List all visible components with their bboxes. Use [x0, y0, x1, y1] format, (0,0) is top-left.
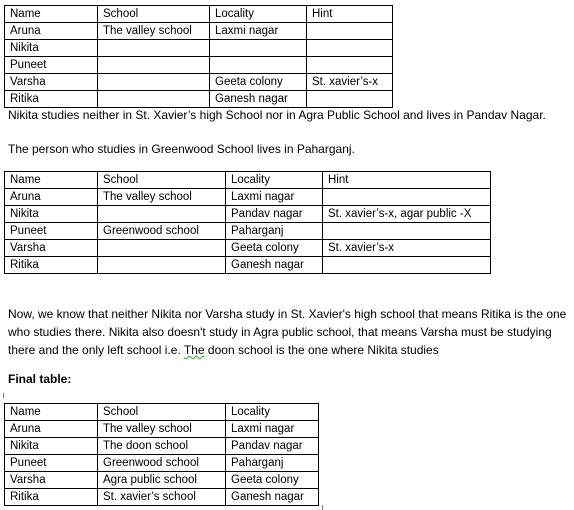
- table1-cell: Nikita: [5, 40, 98, 57]
- table2-cell: [98, 257, 226, 274]
- clue-paragraph-greenwood: The person who studies in Greenwood School lives in Paharganj.: [8, 142, 355, 156]
- table2-row: [5, 206, 491, 223]
- table3-row: [5, 438, 319, 455]
- table2-cell: [323, 189, 491, 206]
- table1-cell: [210, 57, 307, 74]
- table1-header-row: [5, 6, 393, 23]
- table3-header-cell: School: [98, 404, 226, 421]
- table1-cell: [98, 40, 210, 57]
- table1-cell: Puneet: [5, 57, 98, 74]
- table3-row: [5, 421, 319, 438]
- table3-cell: Pandav nagar: [226, 438, 319, 455]
- table2-row: [5, 223, 491, 240]
- table1-cell: Varsha: [5, 74, 98, 91]
- table2-cell: Nikita: [5, 206, 98, 223]
- table2-cell: Varsha: [5, 240, 98, 257]
- table3-cell: Nikita: [5, 438, 98, 455]
- table1-cell: Aruna: [5, 23, 98, 40]
- clue-paragraph-nikita: Nikita studies neither in St. Xavier’s high School nor in Agra Public School and lives in Pandav Nagar.: [8, 108, 546, 122]
- table1-cell: [210, 40, 307, 57]
- table3-cell: Aruna: [5, 421, 98, 438]
- table2-cell: [323, 223, 491, 240]
- clue-table-initial: [4, 5, 393, 108]
- spellcheck-flagged-word: The: [183, 343, 205, 357]
- table2-header-cell: Hint: [323, 172, 491, 189]
- table2-header-cell: Locality: [226, 172, 323, 189]
- table2-cell: St. xavier’s-x, agar public -X: [323, 206, 491, 223]
- table3-cell: Ganesh nagar: [226, 489, 319, 506]
- table2-cell: Laxmi nagar: [226, 189, 323, 206]
- table2-cell: Puneet: [5, 223, 98, 240]
- table1-row: [5, 91, 393, 108]
- table1-cell: [307, 57, 393, 74]
- deduction-text: Now, we know that neither Nikita nor Varsha study in St. Xavier's high school that means Ritika is the one who studies there. Nikita also doesn't study in Agra public school, that means Varsha must be studying there and the only left school i.e.: [8, 307, 567, 357]
- table2-cell: Greenwood school: [98, 223, 226, 240]
- table1-cell: [307, 23, 393, 40]
- table2-row: [5, 257, 491, 274]
- table2-cell: Ganesh nagar: [226, 257, 323, 274]
- table3-cell: Varsha: [5, 472, 98, 489]
- table2-cell: [98, 240, 226, 257]
- table2-cell: [98, 206, 226, 223]
- table1-cell: St. xavier’s-x: [307, 74, 393, 91]
- table2-row: [5, 240, 491, 257]
- table1-row: [5, 74, 393, 91]
- final-table-heading: Final table:: [8, 372, 72, 386]
- table2-header-cell: School: [98, 172, 226, 189]
- table2-cell: St. xavier’s-x: [323, 240, 491, 257]
- table1-row: [5, 40, 393, 57]
- table2-cell: Ritika: [5, 257, 98, 274]
- table2-cell: [323, 257, 491, 274]
- table3-header-row: [5, 404, 319, 421]
- deduction-paragraph: [8, 305, 570, 359]
- deduction-text-end: doon school is the one where Nikita studies: [204, 343, 439, 357]
- table3-cell: Agra public school: [98, 472, 226, 489]
- table3-cell: Puneet: [5, 455, 98, 472]
- table1-cell: [98, 74, 210, 91]
- table3-row: [5, 489, 319, 506]
- table1-row: [5, 23, 393, 40]
- table2-header-cell: Name: [5, 172, 98, 189]
- table3-header-cell: Locality: [226, 404, 319, 421]
- table1-row: [5, 57, 393, 74]
- table1-cell: Laxmi nagar: [210, 23, 307, 40]
- table2-cell: The valley school: [98, 189, 226, 206]
- table2-cell: Geeta colony: [226, 240, 323, 257]
- table3-cell: Ritika: [5, 489, 98, 506]
- table1-header-cell: Hint: [307, 6, 393, 23]
- table2-row: [5, 189, 491, 206]
- table3-cell: Laxmi nagar: [226, 421, 319, 438]
- table2-cell: Aruna: [5, 189, 98, 206]
- page-corner-mark: [322, 505, 323, 510]
- table1-cell: Ritika: [5, 91, 98, 108]
- table3-cell: The valley school: [98, 421, 226, 438]
- table3-row: [5, 455, 319, 472]
- table3-header-cell: Name: [5, 404, 98, 421]
- table1-cell: Ganesh nagar: [210, 91, 307, 108]
- table3-cell: St. xavier’s school: [98, 489, 226, 506]
- table3-cell: Greenwood school: [98, 455, 226, 472]
- table1-header-cell: Name: [5, 6, 98, 23]
- table2-header-row: [5, 172, 491, 189]
- table1-header-cell: School: [98, 6, 210, 23]
- table3-cell: Paharganj: [226, 455, 319, 472]
- table1-cell: [98, 91, 210, 108]
- table1-cell: [98, 57, 210, 74]
- text-cursor-mark: [3, 393, 4, 398]
- table2-cell: Pandav nagar: [226, 206, 323, 223]
- table3-cell: The doon school: [98, 438, 226, 455]
- final-table: [4, 403, 319, 506]
- table3-cell: Geeta colony: [226, 472, 319, 489]
- table1-cell: [307, 91, 393, 108]
- table1-cell: Geeta colony: [210, 74, 307, 91]
- table1-cell: The valley school: [98, 23, 210, 40]
- table1-header-cell: Locality: [210, 6, 307, 23]
- clue-table-updated: [4, 171, 491, 274]
- table3-row: [5, 472, 319, 489]
- table2-cell: Paharganj: [226, 223, 323, 240]
- table1-cell: [307, 40, 393, 57]
